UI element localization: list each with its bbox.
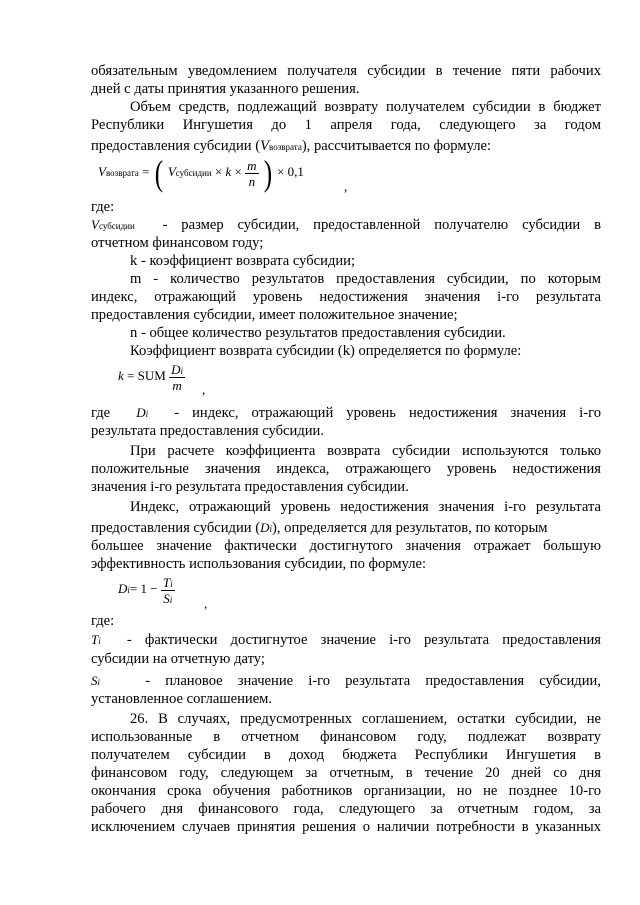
text-fragment: где — [91, 405, 111, 421]
text-fragment: ), определяется для результатов, по которым — [272, 520, 548, 536]
math-symbol: V — [167, 164, 176, 179]
definition-line — [91, 631, 601, 650]
text-line: рабочего дня финансового года, следующего за отчетным годом, за — [91, 801, 601, 817]
text-line: предоставления субсидии, имеет положительное значение; — [91, 307, 458, 323]
text-line: Объем средств, подлежащий возврату получателем субсидии в бюджет — [130, 99, 601, 115]
text-line: установленное соглашением. — [91, 691, 273, 707]
math-symbol: T — [91, 632, 99, 647]
math-subscript: i — [145, 409, 149, 419]
text-fragment: ), рассчитывается по формуле: — [301, 138, 492, 154]
math-numerator: m — [247, 157, 257, 173]
math-symbol: k — [225, 164, 232, 179]
math-symbol: k — [118, 368, 124, 383]
text-fragment: - индекс, отражающий уровень недостижения значения i-го — [174, 405, 602, 421]
text-line: где: — [91, 613, 115, 629]
text-line: большее значение фактически достигнутого значения отражает большую — [91, 538, 601, 554]
definition-line — [91, 404, 601, 423]
math-function: SUM — [137, 368, 166, 383]
text-fragment: предоставления субсидии ( — [91, 138, 261, 154]
text-line: значения i-го результата предоставления субсидии. — [91, 479, 409, 495]
text-fragment: - размер субсидии, предоставленной получателю субсидии в — [162, 217, 601, 233]
math-numerator — [169, 363, 185, 378]
text-line: Индекс, отражающий уровень недостижения значения i-го результата — [130, 499, 601, 515]
text-fragment: предоставления субсидии ( — [91, 520, 261, 536]
text-line: Коэффициент возврата субсидии (k) определяется по формуле: — [130, 343, 522, 359]
math-subscript: i — [97, 677, 101, 687]
math-denominator: m — [172, 377, 182, 393]
text-line: 26. В случаях, предусмотренных соглашением, остатки субсидии, не — [130, 711, 601, 727]
text-line: получателем субсидии в доход бюджета Республики Ингушетия в — [91, 747, 601, 763]
math-operator: = — [127, 368, 135, 383]
math-symbol: D — [260, 520, 270, 535]
formula-comma: , — [344, 179, 348, 194]
math-denominator — [161, 591, 175, 605]
math-subscript: i — [169, 594, 173, 605]
math-symbol: D — [136, 405, 146, 420]
math-symbol: S — [91, 673, 98, 688]
definition-line — [91, 216, 601, 235]
math-numerator — [161, 576, 175, 591]
math-subscript: i — [269, 524, 272, 534]
math-subscript: субсидии — [175, 168, 212, 178]
math-subscript: i — [170, 578, 173, 589]
text-line: k - коэффициент возврата субсидии; — [130, 253, 356, 269]
math-fraction — [161, 576, 175, 605]
math-symbol: S — [163, 590, 170, 606]
math-symbol: D — [171, 361, 181, 377]
text-fragment: - фактически достигнутое значение i-го результата предоставления — [126, 632, 601, 648]
math-symbol: V — [91, 217, 99, 232]
formula-d — [118, 570, 175, 609]
text-line: финансовом году, следующем за отчетным, в течение 20 дней со дня — [91, 765, 601, 781]
math-subscript: i — [180, 365, 183, 376]
definition-line — [91, 672, 601, 691]
math-denominator: n — [248, 173, 256, 189]
math-subscript: i — [127, 585, 130, 595]
math-operator: × — [277, 164, 285, 179]
math-paren: ( — [154, 153, 163, 194]
text-line: Республики Ингушетия до 1 апреля года, следующего за годом — [91, 117, 601, 133]
math-number: 0,1 — [287, 164, 304, 179]
math-operator: × — [214, 164, 223, 179]
math-expression: 1 − — [140, 581, 158, 596]
formula-comma: , — [204, 596, 208, 611]
math-symbol: V — [260, 138, 270, 154]
math-symbol: T — [162, 574, 171, 590]
formula-vozvrata — [98, 152, 304, 193]
text-line: субсидии на отчетную дату; — [91, 651, 265, 667]
math-paren: ) — [263, 153, 272, 194]
text-line: результата предоставления субсидии. — [91, 423, 325, 439]
text-line: n - общее количество результатов предоставления субсидии. — [130, 325, 506, 341]
text-line: использованные в отчетном финансовом году, подлежат возврату — [91, 729, 601, 745]
text-line: исключением случаев принятия решения о наличии потребности в указанных — [91, 819, 601, 835]
math-operator: = — [129, 581, 138, 596]
math-fraction — [245, 159, 258, 188]
math-operator: = — [142, 164, 150, 179]
text-line: эффективность использования субсидии, по формуле: — [91, 556, 427, 572]
formula-comma: , — [202, 382, 206, 397]
math-fraction — [169, 363, 185, 392]
text-line: При расчете коэффициента возврата субсидии используются только — [130, 443, 601, 459]
text-fragment: - плановое значение i-го результата предоставления субсидии, — [145, 673, 601, 689]
text-line: m - количество результатов предоставления субсидии, по которым — [130, 271, 601, 287]
formula-line — [91, 519, 601, 538]
text-line: отчетном финансовом году; — [91, 235, 264, 251]
formula-k — [118, 358, 185, 394]
text-line: положительные значения индекса, отражающего уровень недостижения — [91, 461, 601, 477]
math-subscript: субсидии — [98, 221, 135, 231]
text-line: дней с даты принятия указанного решения. — [91, 81, 360, 97]
math-subscript: возврата — [269, 142, 302, 152]
text-line: окончания срока обучения работников организации, но не позднее 10-го — [91, 783, 601, 799]
math-operator: × — [234, 164, 242, 179]
text-line: обязательным уведомлением получателя субсидии в течение пяти рабочих — [91, 63, 601, 79]
text-line: где: — [91, 199, 115, 215]
math-symbol: V — [98, 164, 106, 179]
text-line: индекс, отражающий уровень недостижения значения i-го результата — [91, 289, 601, 305]
math-symbol: D — [118, 581, 128, 596]
math-subscript: возврата — [105, 168, 139, 178]
math-subscript: i — [98, 636, 101, 646]
